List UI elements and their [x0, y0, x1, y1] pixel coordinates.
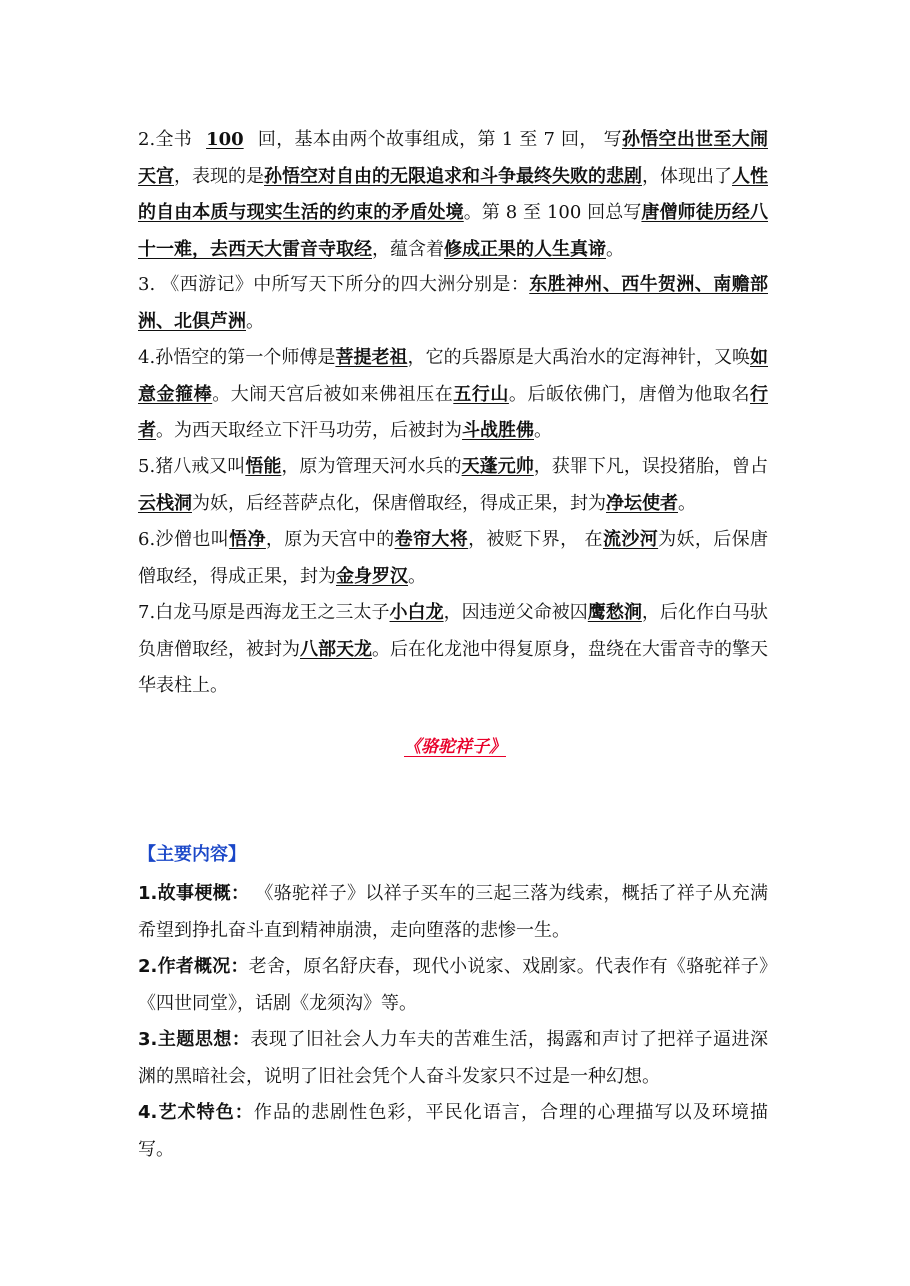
- answer-blank: 100: [206, 129, 244, 150]
- text: 6.沙僧也叫: [138, 529, 230, 550]
- text: 。后在化龙池中得复原身，盘绕在大雷音寺的擎天华表柱上。: [138, 638, 768, 696]
- text: 。: [678, 492, 696, 514]
- item-text: 《骆驼祥子》以祥子买车的三起三落为线索，概括了祥子从充满希望到挣扎奋斗直到精神崩溃，走向堕落的悲惨一生。: [138, 883, 768, 941]
- text: 4.孙悟空的第一个师傅是: [138, 347, 336, 368]
- item-label: 2.作者概况：: [138, 956, 249, 977]
- text: 。: [246, 310, 264, 332]
- answer-blank: 孙悟空出世至大闹天宫: [138, 129, 768, 187]
- answer-blank: 金身罗汉: [336, 565, 408, 587]
- answer-blank: 卷帘大将: [394, 529, 469, 550]
- text: ，被贬下界， 在: [468, 529, 603, 550]
- text: 2.全书: [138, 129, 193, 150]
- answer-blank: 人性的自由本质与现实生活的约束的矛盾处境: [138, 165, 768, 223]
- text: 。第 8 至 100 回总写: [463, 202, 642, 223]
- answer-blank: 如意金箍棒: [138, 347, 768, 405]
- answer-blank: 唐僧师徒历经八十一难，去西天大雷音寺取经: [138, 202, 769, 260]
- answer-blank: 孙悟空对自由的无限追求和斗争最终失败的悲剧: [264, 165, 642, 187]
- main-content-heading: 【主要内容】: [138, 844, 246, 865]
- summary-item-1: [138, 876, 768, 949]
- text: 。大闹天宫后被如来佛祖压在: [212, 383, 454, 405]
- text: 回，基本由两个故事组成，第 1 至 7 回， 写: [257, 129, 622, 150]
- text: ，蕴含着: [372, 238, 444, 260]
- text: ，因违逆父命被囚: [443, 602, 588, 623]
- text: ，体现出了: [642, 165, 732, 187]
- item-2-paragraph: [138, 122, 768, 268]
- answer-blank: 净坛使者: [606, 492, 678, 514]
- item-6-paragraph: [138, 522, 768, 595]
- item-5-paragraph: [138, 449, 768, 522]
- item-3-paragraph: [138, 267, 768, 340]
- text: ，原为管理天河水兵的: [281, 456, 462, 477]
- item-text: 老舍，原名舒庆春，现代小说家、戏剧家。代表作有《骆驼祥子》《四世同堂》，话剧《龙须沟》等。: [138, 956, 768, 1014]
- answer-blank: 菩提老祖: [335, 347, 408, 368]
- item-label: 4.艺术特色：: [138, 1102, 254, 1123]
- section-title-text: 《骆驼祥子》: [404, 737, 506, 757]
- text: 。后皈依佛门，唐僧为他取名: [508, 383, 751, 405]
- text: 7.白龙马原是西海龙王之三太子: [138, 602, 390, 623]
- text: ，原为天宫中的: [265, 529, 395, 550]
- text: 。: [408, 565, 426, 587]
- text: ，获罪下凡，误投猪胎，曾占: [533, 456, 769, 477]
- item-label: 1.故事梗概：: [138, 883, 250, 904]
- summary-item-4: [138, 1095, 768, 1168]
- answer-blank: 流沙河: [602, 529, 659, 550]
- item-text: 表现了旧社会人力车夫的苦难生活，揭露和声讨了把祥子逼进深渊的黑暗社会，说明了旧社会凭个人奋斗发家只不过是一种幻想。: [138, 1029, 768, 1087]
- summary-item-3: [138, 1022, 768, 1095]
- text: 。为西天取经立下汗马功劳，后被封为: [156, 420, 462, 441]
- section-title: [0, 732, 910, 757]
- answer-blank: 小白龙: [389, 602, 444, 623]
- item-label: 3.主题思想：: [138, 1029, 251, 1050]
- answer-blank: 天蓬元帅: [461, 456, 534, 477]
- text: 。: [534, 420, 552, 441]
- text: 为妖，后保唐僧取经，得成正果，封为: [138, 529, 769, 587]
- summary-item-2: [138, 949, 768, 1022]
- answer-blank: 五行山: [453, 383, 509, 405]
- text: 3. 《西游记》中所写天下所分的四大洲分别是：: [138, 274, 530, 295]
- answer-blank: 行者: [138, 383, 769, 441]
- text: 5.猪八戒又叫: [138, 456, 246, 477]
- item-4-paragraph: [138, 340, 768, 450]
- item-text: 作品的悲剧性色彩，平民化语言，合理的心理描写以及环境描写。: [138, 1102, 768, 1160]
- text: ，后化作白马驮负唐僧取经，被封为: [138, 602, 769, 660]
- text: 。: [606, 238, 624, 260]
- answer-blank: 东胜神州、西牛贺洲、南赡部洲、北俱芦洲: [138, 274, 768, 332]
- text: ，它的兵器原是大禹治水的定海神针，又唤: [407, 347, 750, 368]
- answer-blank: 云栈洞: [138, 492, 192, 514]
- answer-blank: 八部天龙: [300, 638, 372, 660]
- answer-blank: 鹰愁涧: [587, 602, 642, 623]
- answer-blank: 悟净: [229, 529, 266, 550]
- text: 为妖，后经菩萨点化，保唐僧取经，得成正果，封为: [192, 492, 606, 514]
- text: ，表现的是: [174, 165, 264, 187]
- answer-blank: 斗战胜佛: [462, 420, 534, 441]
- answer-blank: 修成正果的人生真谛: [444, 238, 606, 260]
- answer-blank: 悟能: [245, 456, 282, 477]
- item-7-paragraph: [138, 595, 768, 705]
